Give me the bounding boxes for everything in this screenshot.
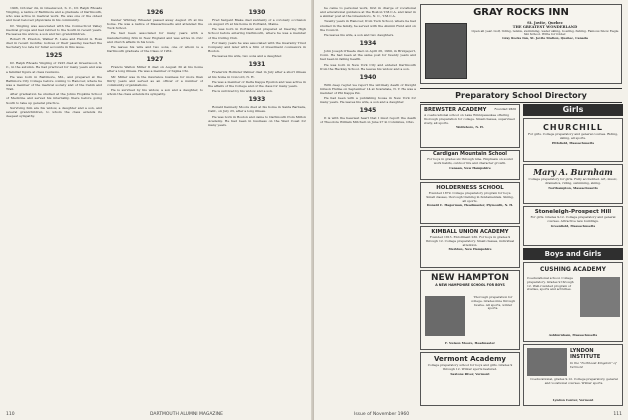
ad-text: Coeducational, grades 9-12. College preparatory, general and vocational courses. Winter sports. bbox=[530, 377, 618, 385]
paragraph: Dexter Whitney Wheeler passed away August 25 at his home. He was a native of Massachusetts and attended the Tuck School. bbox=[107, 18, 203, 31]
ad-title: Vermont Academy bbox=[433, 355, 506, 363]
paragraph: Francis Walton Miller II died on August 30 at his home after a long illness. He was a member of Sigma Chi. bbox=[107, 65, 203, 74]
paragraph: With deep regret we report the untimely death of Dwight Gibson Hulme on September 14 at Scarsdale, N. Y. He was a member of Phi Kappa Psi. bbox=[320, 82, 416, 95]
ad-cushing-academy bbox=[523, 262, 623, 342]
paragraph: He was born in Boston and came to Dartmouth from Milton Academy. He had been in business on the West Coast for many years. bbox=[208, 114, 306, 127]
paragraph: He leaves his wife, two sons and a daughter. bbox=[212, 54, 282, 59]
class-year-heading: 1930 bbox=[248, 9, 266, 16]
class-year-heading: 1925 bbox=[45, 52, 63, 60]
paragraph: John Joseph O'Keefe died on April 26, 1960, in Bridgeport, Conn. He had been at the same post for twenty years and had been in failing health. bbox=[320, 49, 416, 62]
girls-section-heading: Girls bbox=[523, 104, 623, 116]
right-col-1 bbox=[320, 6, 416, 406]
boys-and-girls-section-heading: Boys and Girls bbox=[523, 248, 623, 260]
paragraph: Twenty years in Hanover, from Tuck School, where he had studied in the family, he served with the Alumni Fund and on the Council. bbox=[320, 19, 416, 32]
paragraph: Dr. Ralph Rhoads Yingling of 1925 died at Greenwood, S. C., in the autumn. He had practiced for many years and was a familiar figure at class reunions. bbox=[6, 61, 102, 74]
class-year-heading: 1926 bbox=[146, 9, 164, 16]
ad-text: Coeducational school. College preparatory. Grades 9 through 12. Well-rounded program of studies, sports and activities. bbox=[527, 276, 574, 292]
ad-photo bbox=[425, 296, 465, 336]
ad-contact: Northampton, Massachusetts bbox=[548, 185, 598, 190]
ad-lyndon-institute bbox=[523, 344, 623, 406]
paragraph: Frederick Hollister Palmer died in July after a short illness at his home in Concord, N. H. bbox=[208, 70, 306, 79]
ad-text: Founded 1879. College preparatory program for boys. Small classes, thorough training in fundamentals. Skiing, all sports. bbox=[426, 191, 514, 203]
paragraph: He leaves his wife and two sons, one of whom is a Dartmouth graduate of the Class of 1952. bbox=[107, 44, 203, 54]
left-col-2 bbox=[107, 6, 203, 406]
ad-body bbox=[471, 22, 619, 41]
ad-contact: Canaan, New Hampshire bbox=[449, 165, 491, 170]
ad-text: Founded 1813. Enrollment 230. For boys in grades 9 through 12. College preparatory. Small classes, individual attention. bbox=[425, 235, 515, 247]
paragraph: After graduation he studied at the Johns Hopkins School of Medicine and served his internship there before going South to take up general practice. bbox=[6, 92, 102, 105]
paragraph: He is survived by his widow and a son. bbox=[212, 89, 273, 94]
paragraph: He leaves his wife, a son and two daughters. bbox=[324, 32, 395, 37]
ad-title: LYNDON INSTITUTE bbox=[570, 348, 601, 360]
paragraph: Robert H. Preston, Walker R. Lane and Harold G. Ross died in recent months; notices of their passing reached the Secretary too late for fuller accounts in this issue. bbox=[6, 37, 102, 50]
ad-brewster-academy bbox=[420, 104, 520, 148]
class-year-heading: 1933 bbox=[248, 96, 266, 104]
ad-title: Cardigan Mountain School bbox=[432, 151, 508, 157]
ad-contact: Lyndon Center, Vermont bbox=[552, 398, 594, 403]
ad-photo bbox=[527, 348, 567, 376]
paragraph: He is survived by his widow, a son and a daughter, to whom the class extends its sympathy. bbox=[107, 87, 203, 97]
directory-title: Preparatory School Directory bbox=[420, 88, 622, 103]
ad-text: College preparatory for girls. Fully accredited. Art, music, dramatics, riding, swimming, skiing. bbox=[528, 177, 618, 185]
class-year-heading: 1934 bbox=[359, 40, 377, 48]
ad-subtitle: A NEW HAMPSHIRE SCHOOL FOR BOYS bbox=[435, 283, 505, 287]
paragraph: He was born in Baltimore, Md., and prepared at the Baltimore City College before coming to Hanover, where he was a member of the medical society and of the Cabin and Trail. bbox=[6, 74, 102, 92]
ad-contact: Donald C. Hagerman, Headmaster, Plymouth, N. H. bbox=[426, 203, 514, 208]
ad-body bbox=[469, 296, 517, 311]
ad-text: Thorough preparation for college. Grades nine through twelve. All sports, winter sports. bbox=[470, 295, 516, 311]
ad-kimball-union-academy bbox=[420, 226, 520, 268]
ad-contact: Pittsfield, Massachusetts bbox=[551, 140, 595, 145]
ad-stoneleigh-prospect-hill bbox=[523, 206, 623, 246]
paragraph: Mr. Miller was in the insurance business for more than thirty years and served as an officer of a number of community organizations. bbox=[107, 74, 203, 87]
class-year-heading: 1940 bbox=[359, 73, 377, 81]
paragraph: He was born in New York City and entered Dartmouth from the Hackley School. He leaves his widow and a son. bbox=[320, 62, 416, 71]
ad-contact: Greenfield, Massachusetts bbox=[550, 223, 596, 228]
paragraph: He was born in Portland and prepared at Deering High School before entering Dartmouth, where he was a member of the Outing Club. bbox=[208, 27, 306, 40]
paragraph: Ronald Kennedy Moore died at his home in Santa Barbara, Calif., on July 23, after a long illness. bbox=[208, 105, 306, 114]
ad-gray-rocks-inn bbox=[420, 4, 622, 84]
ad-title: BREWSTER ACADEMY bbox=[424, 107, 487, 113]
ad-founded: Founded 1820 bbox=[494, 107, 516, 111]
left-col-1 bbox=[6, 6, 102, 406]
paragraph: It is with the heaviest heart that I must report the death of Theodore William Mitchell on June 27 in Columbus, Ohio. bbox=[320, 116, 416, 125]
ad-contact: Meriden, New Hampshire bbox=[448, 247, 492, 252]
ad-title: GRAY ROCKS INN bbox=[421, 5, 621, 20]
magazine-title-footer: DARTMOUTH ALUMNI MAGAZINE bbox=[150, 412, 224, 417]
issue-date-footer: Issue of November 1960 bbox=[354, 412, 410, 417]
ad-holderness-school bbox=[420, 182, 520, 224]
ad-title: CUSHING ACADEMY bbox=[540, 266, 606, 273]
paragraph: He had been with a publishing house in New York for many years. He leaves his wife, a son and a daughter. bbox=[320, 96, 416, 105]
ad-subtitle: In the "Northeast Kingdom" of Vermont bbox=[570, 361, 617, 369]
ad-subtitle: St. Jovite, Quebec bbox=[527, 21, 563, 25]
class-year-heading: 1931 bbox=[248, 61, 266, 69]
class-year-heading: 1927 bbox=[146, 56, 164, 64]
ad-contact: F. Nelson Moore, Headmaster bbox=[445, 341, 495, 346]
paragraph: Surviving him are his widow, a daughter and a son, and several grandchildren, to whom the class extends its deepest sympathy. bbox=[6, 105, 102, 118]
ad-title: CHURCHILL bbox=[543, 123, 603, 132]
ad-contact: Wolfeboro, N. H. bbox=[456, 125, 484, 130]
ad-text: A coeducational school on Lake Winnipesaukee offering thorough preparation for college. Small classes, supervised study, all sports. bbox=[424, 113, 515, 125]
ad-photo bbox=[580, 277, 620, 317]
paragraph: For many years he was associated with the Guaranty Trust Company and later with a firm of investment counselors in Boston. bbox=[208, 40, 306, 54]
page-number-left: 110 bbox=[6, 412, 15, 417]
ad-body bbox=[527, 277, 577, 292]
ad-text: Open all year. Golf, riding, tennis, swimming, water skiing, boating, fishing. Famous Snow Eagle Ski School. Write for folder. bbox=[471, 28, 619, 37]
ad-vermont-academy bbox=[420, 352, 520, 406]
ad-contact: Ashburnham, Massachusetts bbox=[548, 333, 598, 338]
ad-title: Stoneleigh-Prospect Hill bbox=[534, 209, 612, 215]
page-number-right: 111 bbox=[613, 412, 622, 417]
paragraph: Fred Sargent Blake died suddenly of a coronary occlusion on August 25 at his home in Portland, Maine. bbox=[208, 18, 306, 27]
ad-contact: Saxtons River, Vermont bbox=[450, 371, 490, 376]
ad-cardigan-mountain-school bbox=[420, 150, 520, 180]
ad-mary-burnham bbox=[523, 164, 623, 204]
paragraph: he came to personal work, first in charge of vocational and educational guidance at the Boston Y.M.C.A. and later in a similar post at the Greensboro, N. C., Y.M.C.A. bbox=[320, 6, 416, 19]
ad-title: Mary A. Burnham bbox=[533, 167, 613, 177]
ad-title: NEW HAMPTON bbox=[430, 273, 510, 283]
paragraph: 1906, October 24, in Greenwood, S. C., Dr. Ralph Rhoads Yingling, a native of Baltimore and a graduate of Dartmouth, who was active in medical work. He was one of the oldest and most beloved physicians in his community. bbox=[6, 6, 102, 23]
paragraph: Dr. Yingling was associated with the Connecticut Valley medical groups and had retired to the South in recent years. He leaves his widow, a son and two grandchildren. bbox=[6, 23, 102, 36]
ad-title: HOLDERNESS SCHOOL bbox=[436, 185, 504, 191]
paragraph: He had been associated for many years with a manufacturing firm in New England and was active in civic and church affairs in his town. bbox=[107, 31, 203, 44]
paragraph: He was a member of Delta Kappa Epsilon and was active in the affairs of the College and of the class for many years. bbox=[208, 79, 306, 88]
ad-tagline: THE GREATEST WONDERLAND bbox=[512, 24, 578, 29]
ad-title: KIMBALL UNION ACADEMY bbox=[431, 229, 509, 235]
ad-contact: Gray Rocks Inn, St. Jovite Station, Quebec, Canada bbox=[502, 36, 588, 41]
ad-photo bbox=[425, 23, 467, 79]
ad-text: For girls. Grades 9-12. College preparatory and general courses. Attractive new buildings. bbox=[530, 215, 616, 223]
ad-text: College preparatory school for boys and girls. Grades 9 through 12. Winter sports featured. bbox=[427, 363, 513, 371]
left-col-3 bbox=[208, 6, 306, 406]
ad-new-hampton bbox=[420, 270, 520, 350]
right-page bbox=[314, 0, 628, 420]
ad-churchill bbox=[523, 118, 623, 162]
ad-text: For boys in grades six through nine. Emphasis on sound work habits, outdoor life and character growth. bbox=[427, 157, 513, 165]
class-year-heading: 1945 bbox=[359, 107, 377, 115]
ad-text: For girls. College preparatory and general courses. Riding, skiing, all sports. bbox=[527, 132, 619, 140]
